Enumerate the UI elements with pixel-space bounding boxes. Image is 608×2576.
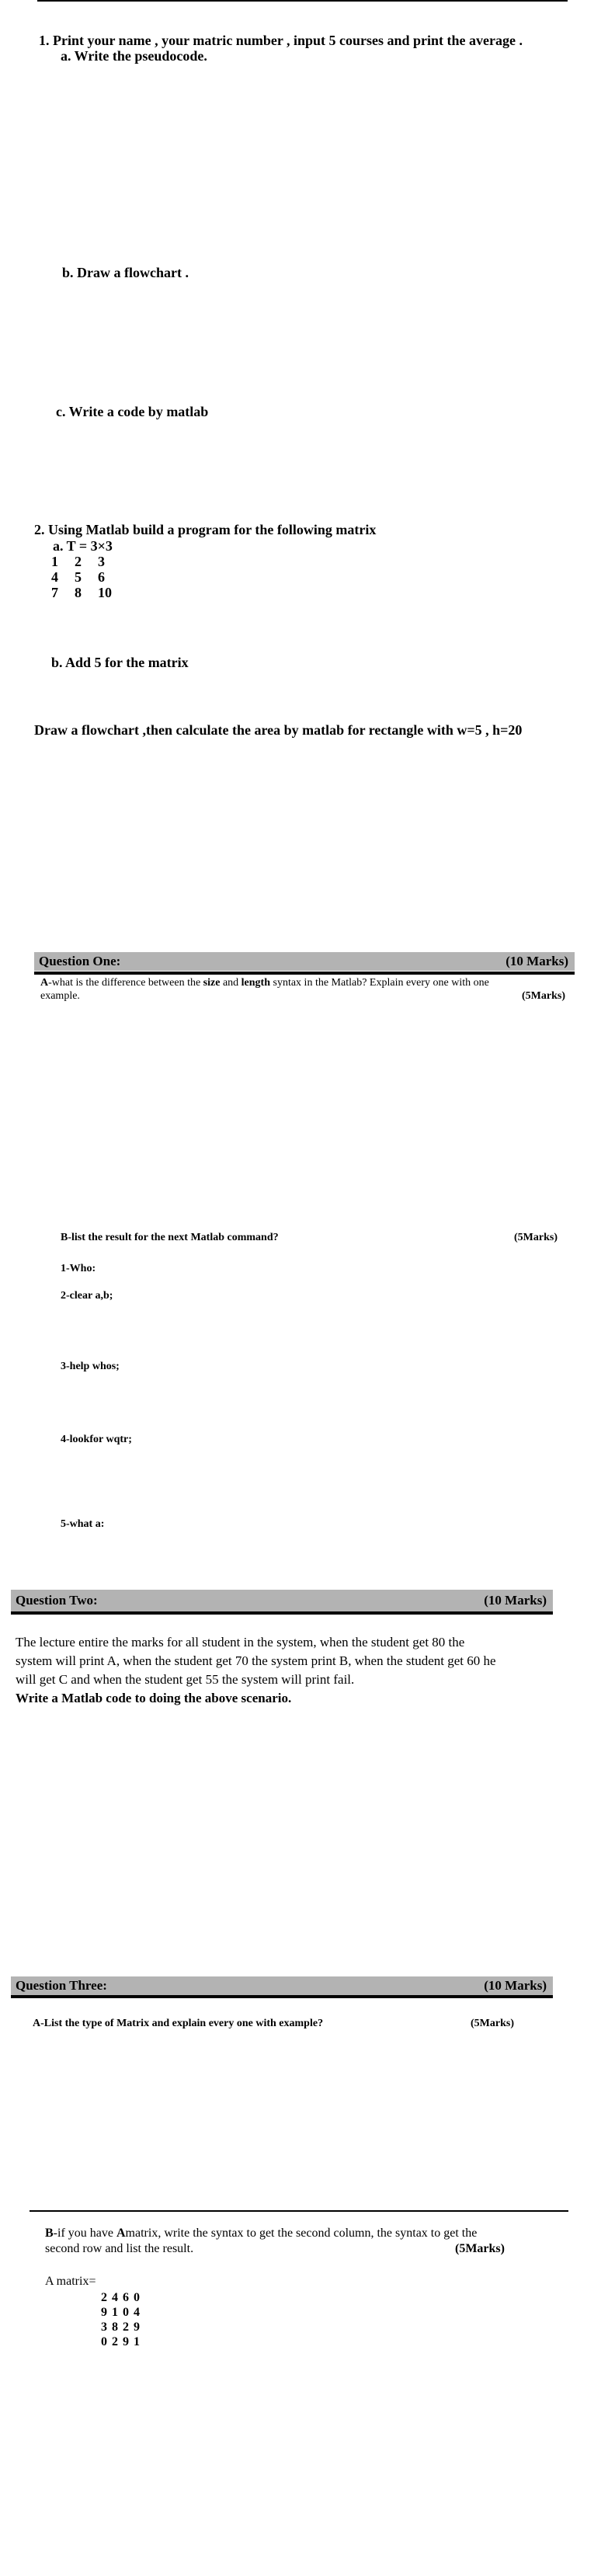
matrix-t-cell: 3 [98, 554, 105, 569]
matrix-t-cell: 5 [75, 569, 82, 585]
q-three-b-marks: (5Marks) [455, 2242, 505, 2255]
matrix-t-cell: 10 [98, 585, 112, 600]
q-one-b: B-list the result for the next Matlab command? [61, 1232, 279, 1243]
q-three-divider [30, 2210, 568, 2212]
matrix-t-row [51, 569, 121, 585]
q3-text: Draw a flowchart ,then calculate the area by matlab for rectangle with w=5 , h=20 [34, 722, 523, 738]
q-one-b-item-2: 2-clear a,b; [61, 1290, 113, 1302]
matrix-a-row: 2 4 6 0 [101, 2291, 141, 2304]
q-three-b-text2: matrix, write the syntax to get the second column, the syntax to get the [125, 2227, 478, 2240]
q-one-b-item-3: 3-help whos; [61, 1361, 120, 1372]
q-two-line4: Write a Matlab code to doing the above scenario. [16, 1691, 292, 1705]
q-one-a-size: size [203, 977, 221, 989]
question-three-marks: (10 Marks) [484, 1978, 547, 1993]
q-one-a [40, 976, 565, 1003]
q-one-a-and: and [220, 977, 241, 989]
q-two-body [16, 1633, 496, 1708]
q-three-a: A-List the type of Matrix and explain every one with example? [33, 2018, 324, 2029]
matrix-a-row: 9 1 0 4 [101, 2306, 141, 2319]
matrix-t-cell: 7 [51, 585, 58, 600]
q2-b: b. Add 5 for the matrix [51, 655, 189, 670]
matrix-t-cell: 6 [98, 569, 105, 585]
q1-text: Print your name , your matric number , input 5 courses and print the average . [53, 33, 523, 48]
q1-b: b. Draw a flowchart . [62, 265, 189, 280]
q-one-a-length: length [241, 977, 270, 989]
q-one-a-marks: (5Marks) [522, 990, 565, 1002]
question-one-title: Question One: [39, 954, 121, 968]
q1-a: a. Write the pseudocode. [61, 48, 207, 64]
matrix-t-row [51, 585, 121, 600]
q-one-a-prefix: A [40, 977, 49, 989]
matrix-t-cell: 1 [51, 554, 58, 569]
question-three-header [11, 1976, 553, 1995]
q2-line [34, 522, 376, 538]
q-three-b-line2 [45, 2241, 550, 2257]
q-one-b-item-5: 5-what a: [61, 1518, 105, 1530]
q-three-b-text1: -if you have [53, 2227, 116, 2240]
top-rule [37, 0, 568, 2]
q-two-line3: will get C and when the student get 55 the system will print fail. [16, 1672, 355, 1687]
question-two-marks: (10 Marks) [484, 1593, 547, 1608]
q2-number: 2. [34, 522, 45, 537]
matrix-t-cell: 4 [51, 569, 58, 585]
q-one-b-item-4: 4-lookfor wqtr; [61, 1434, 132, 1445]
question-two-header [11, 1590, 553, 1611]
q-two-line1: The lecture entire the marks for all student in the system, when the student get 80 the [16, 1635, 465, 1650]
q-three-b-line1 [45, 2226, 550, 2241]
question-two-title: Question Two: [16, 1593, 98, 1608]
q-one-b-marks: (5Marks) [514, 1232, 558, 1243]
matrix-a-label: A matrix= [45, 2275, 96, 2288]
matrix-t-cell: 2 [75, 554, 82, 569]
matrix-t-cell: 8 [75, 585, 82, 600]
q1-line [39, 33, 523, 49]
question-one-header [34, 952, 575, 971]
q1-number: 1. [39, 33, 50, 48]
q-one-a-line2 [40, 989, 565, 1003]
matrix-a-row: 3 8 2 9 [101, 2320, 141, 2334]
q-three-b-text3: second row and list the result. [45, 2242, 194, 2255]
question-one-marks: (10 Marks) [506, 954, 568, 968]
q-three-b-A: A [116, 2227, 126, 2240]
q-one-b-item-1: 1-Who: [61, 1263, 96, 1274]
q-three-a-marks: (5Marks) [471, 2018, 514, 2029]
matrix-a-row: 0 2 9 1 [101, 2335, 141, 2348]
question-three-rule [11, 1995, 553, 1998]
matrix-t-row [51, 554, 121, 569]
q-three-b [45, 2226, 550, 2257]
q-one-a-text3: example. [40, 990, 80, 1002]
q-three-b-prefix: B [45, 2227, 54, 2240]
q2-text: Using Matlab build a program for the following matrix [48, 522, 377, 537]
q-one-a-line1 [40, 976, 565, 989]
question-two-rule [11, 1611, 553, 1615]
q1-c: c. Write a code by matlab [56, 404, 209, 419]
question-one-rule [34, 972, 575, 975]
matrix-t [51, 554, 121, 600]
q-two-line2: system will print A, when the student get 70 the system print B, when the student get 60 he [16, 1653, 496, 1668]
q-one-a-text2: syntax in the Matlab? Explain every one with one [270, 977, 489, 989]
q2-a: a. T = 3×3 [53, 538, 113, 554]
q-one-a-text1: -what is the difference between the [48, 977, 203, 989]
matrix-a [101, 2290, 141, 2349]
question-three-title: Question Three: [16, 1978, 107, 1993]
